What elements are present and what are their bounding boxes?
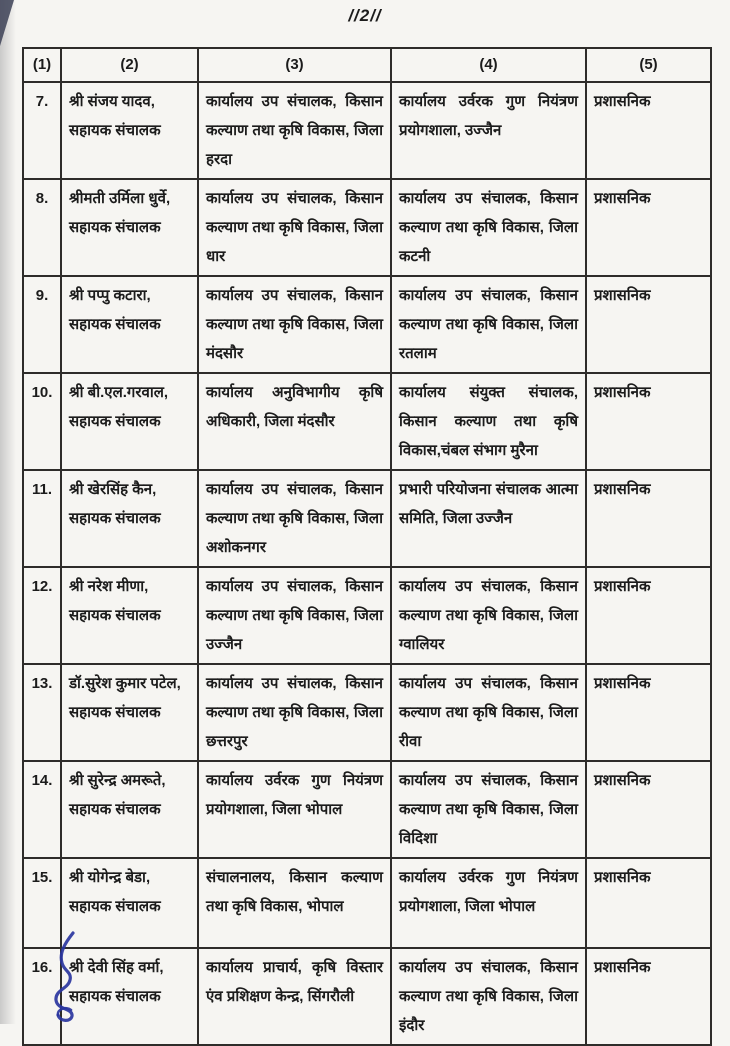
officer-cell	[61, 179, 198, 276]
new-office-cell: कार्यालय उर्वरक गुण नियंत्रण प्रयोगशाला, उज्जैन	[391, 82, 586, 179]
officer-name: डॉ.सुरेश कुमार पटेल,	[69, 675, 181, 692]
header-col-5: (5)	[586, 48, 711, 82]
header-col-2: (2)	[61, 48, 198, 82]
officer-cell	[61, 761, 198, 858]
officer-cell	[61, 82, 198, 179]
new-office-cell: कार्यालय उप संचालक, किसान कल्याण तथा कृषि विकास, जिला इंदौर	[391, 948, 586, 1045]
officer-name: श्रीमती उर्मिला धुर्वे,	[69, 190, 171, 207]
header-col-4: (4)	[391, 48, 586, 82]
table-row	[23, 179, 711, 276]
current-office-cell: कार्यालय अनुविभागीय कृषि अधिकारी, जिला मंदसौर	[198, 373, 391, 470]
order-category-cell: प्रशासनिक	[586, 179, 711, 276]
serial-number: 14.	[23, 761, 61, 858]
officer-cell	[61, 373, 198, 470]
table-row	[23, 470, 711, 567]
serial-number: 11.	[23, 470, 61, 567]
table-row	[23, 948, 711, 1045]
officer-designation: सहायक संचालक	[69, 988, 161, 1005]
current-office-cell: कार्यालय प्राचार्य, कृषि विस्तार एंव प्रशिक्षण केन्द्र, सिंगरौली	[198, 948, 391, 1045]
new-office-cell: कार्यालय उप संचालक, किसान कल्याण तथा कृषि विकास, जिला ग्वालियर	[391, 567, 586, 664]
new-office-cell: कार्यालय उप संचालक, किसान कल्याण तथा कृषि विकास, जिला कटनी	[391, 179, 586, 276]
scan-edge-shadow	[0, 0, 16, 1024]
officer-name: श्री बी.एल.गरवाल,	[69, 384, 169, 401]
serial-number: 7.	[23, 82, 61, 179]
serial-number: 9.	[23, 276, 61, 373]
new-office-cell: कार्यालय उप संचालक, किसान कल्याण तथा कृषि विकास, जिला रीवा	[391, 664, 586, 761]
current-office-cell: संचालनालय, किसान कल्याण तथा कृषि विकास, भोपाल	[198, 858, 391, 948]
officer-cell	[61, 567, 198, 664]
officer-cell	[61, 664, 198, 761]
officer-name: श्री योगेन्द्र बेडा,	[69, 869, 151, 886]
table-row	[23, 567, 711, 664]
officer-cell	[61, 858, 198, 948]
serial-number: 16.	[23, 948, 61, 1045]
officer-designation: सहायक संचालक	[69, 801, 161, 818]
current-office-cell: कार्यालय उप संचालक, किसान कल्याण तथा कृषि विकास, जिला धार	[198, 179, 391, 276]
serial-number: 8.	[23, 179, 61, 276]
table-row	[23, 82, 711, 179]
officer-designation: सहायक संचालक	[69, 316, 161, 333]
officer-designation: सहायक संचालक	[69, 607, 161, 624]
order-category-cell: प्रशासनिक	[586, 567, 711, 664]
serial-number: 10.	[23, 373, 61, 470]
order-category-cell: प्रशासनिक	[586, 82, 711, 179]
serial-number: 12.	[23, 567, 61, 664]
officer-designation: सहायक संचालक	[69, 704, 161, 721]
transfer-table	[22, 47, 712, 1046]
officer-name: श्री खेरसिंह कैन,	[69, 481, 157, 498]
officer-cell	[61, 276, 198, 373]
current-office-cell: कार्यालय उप संचालक, किसान कल्याण तथा कृषि विकास, जिला अशोकनगर	[198, 470, 391, 567]
current-office-cell: कार्यालय उप संचालक, किसान कल्याण तथा कृषि विकास, जिला हरदा	[198, 82, 391, 179]
officer-name: श्री पप्पु कटारा,	[69, 287, 151, 304]
serial-number: 13.	[23, 664, 61, 761]
current-office-cell: कार्यालय उप संचालक, किसान कल्याण तथा कृषि विकास, जिला मंदसौर	[198, 276, 391, 373]
order-category-cell: प्रशासनिक	[586, 276, 711, 373]
serial-number: 15.	[23, 858, 61, 948]
order-category-cell: प्रशासनिक	[586, 761, 711, 858]
order-category-cell: प्रशासनिक	[586, 664, 711, 761]
officer-name: श्री देवी सिंह वर्मा,	[69, 959, 164, 976]
officer-designation: सहायक संचालक	[69, 413, 161, 430]
officer-name: श्री सुरेन्द्र अमरूते,	[69, 772, 166, 789]
officer-cell	[61, 470, 198, 567]
officer-designation: सहायक संचालक	[69, 122, 161, 139]
table-row	[23, 858, 711, 948]
table-row	[23, 664, 711, 761]
table-body	[23, 82, 711, 1045]
new-office-cell: प्रभारी परियोजना संचालक आत्मा समिति, जिला उज्जैन	[391, 470, 586, 567]
current-office-cell: कार्यालय उप संचालक, किसान कल्याण तथा कृषि विकास, जिला छत्तरपुर	[198, 664, 391, 761]
new-office-cell: कार्यालय उप संचालक, किसान कल्याण तथा कृषि विकास, जिला रतलाम	[391, 276, 586, 373]
header-col-1: (1)	[23, 48, 61, 82]
header-col-3: (3)	[198, 48, 391, 82]
new-office-cell: कार्यालय उप संचालक, किसान कल्याण तथा कृषि विकास, जिला विदिशा	[391, 761, 586, 858]
officer-designation: सहायक संचालक	[69, 219, 161, 236]
officer-designation: सहायक संचालक	[69, 898, 161, 915]
officer-cell	[61, 948, 198, 1045]
officer-name: श्री संजय यादव,	[69, 93, 155, 110]
order-category-cell: प्रशासनिक	[586, 858, 711, 948]
current-office-cell: कार्यालय उप संचालक, किसान कल्याण तथा कृषि विकास, जिला उज्जैन	[198, 567, 391, 664]
page-number: //2//	[348, 6, 382, 25]
table-row	[23, 373, 711, 470]
new-office-cell: कार्यालय उर्वरक गुण नियंत्रण प्रयोगशाला, जिला भोपाल	[391, 858, 586, 948]
order-category-cell: प्रशासनिक	[586, 470, 711, 567]
officer-designation: सहायक संचालक	[69, 510, 161, 527]
officer-name: श्री नरेश मीणा,	[69, 578, 149, 595]
table-row	[23, 276, 711, 373]
new-office-cell: कार्यालय संयुक्त संचालक, किसान कल्याण तथा कृषि विकास,चंबल संभाग मुरैना	[391, 373, 586, 470]
order-category-cell: प्रशासनिक	[586, 948, 711, 1045]
table-header-row	[23, 48, 711, 82]
order-category-cell: प्रशासनिक	[586, 373, 711, 470]
current-office-cell: कार्यालय उर्वरक गुण नियंत्रण प्रयोगशाला, जिला भोपाल	[198, 761, 391, 858]
table-row	[23, 761, 711, 858]
